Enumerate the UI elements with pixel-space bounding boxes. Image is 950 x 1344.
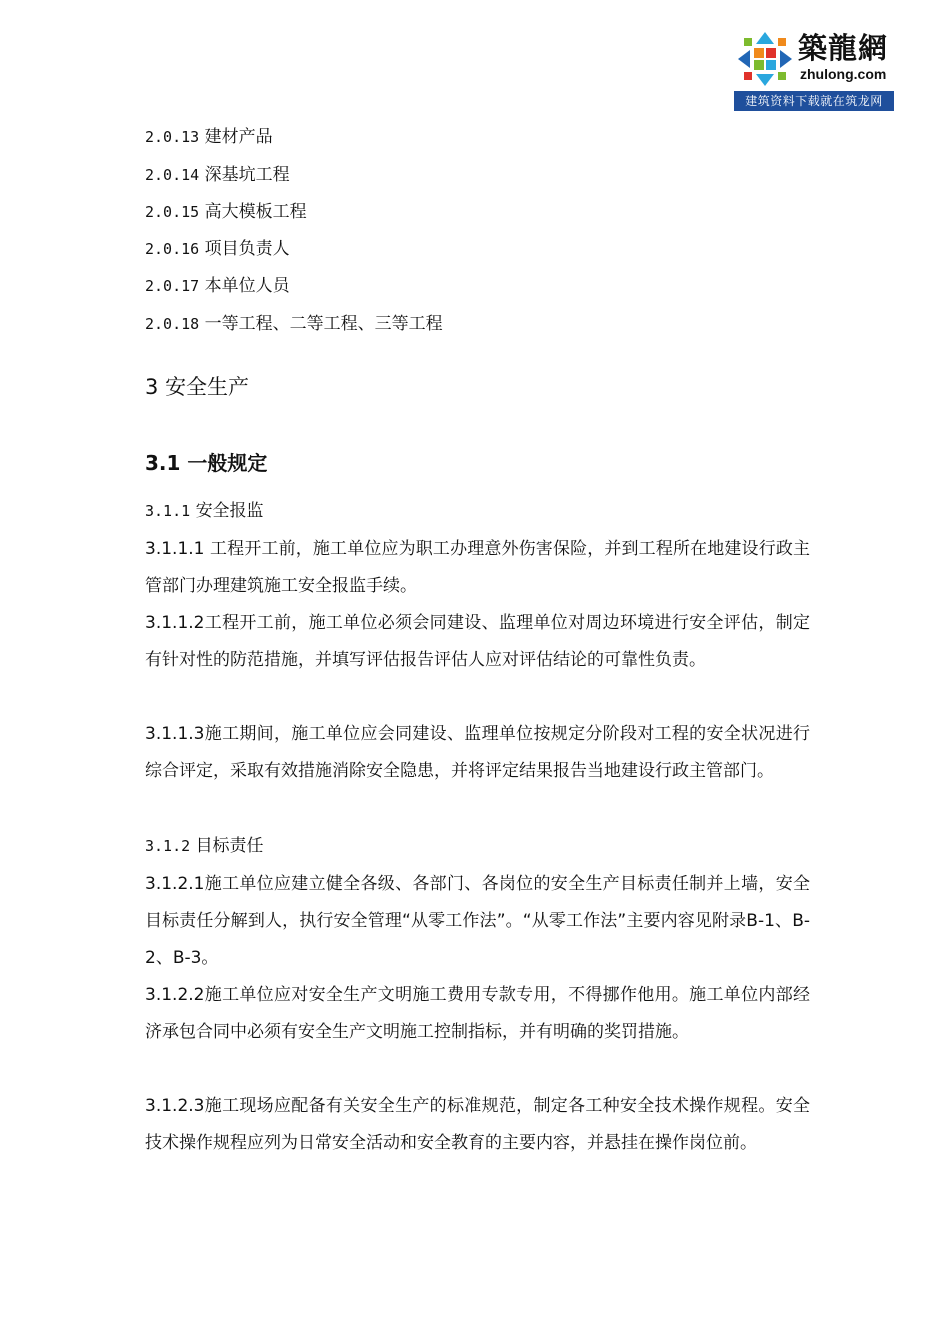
zhulong-logo bbox=[734, 28, 894, 110]
section-title: 一般规定 bbox=[187, 451, 268, 475]
logo-tagline: 建筑资料下载就在筑龙网 bbox=[734, 91, 894, 111]
zhulong-logo-mark-icon bbox=[736, 30, 794, 88]
subsection-number: 3.1.2 bbox=[145, 837, 191, 855]
toc-item bbox=[145, 126, 273, 148]
toc-item-title: 一等工程、二等工程、三等工程 bbox=[204, 314, 443, 334]
clause-3-1-2-1: 3.1.2.1施工单位应建立健全各级、各部门、各岗位的安全生产目标责任制并上墙，安全目标责任分解到人，执行安全管理“从零工作法”。“从零工作法”主要内容见附录B-1、B-2、B-3。 bbox=[145, 874, 810, 968]
subsection-heading bbox=[145, 500, 264, 522]
clause-3-1-1-1: 3.1.1.1 工程开工前，施工单位应为职工办理意外伤害保险，并到工程所在地建设行政主管部门办理建筑施工安全报监手续。 bbox=[145, 539, 810, 596]
toc-item-number: 2.0.14 bbox=[145, 166, 200, 184]
toc-item bbox=[145, 238, 290, 260]
subsection-heading bbox=[145, 835, 264, 857]
clause-3-1-1-3: 3.1.1.3施工期间，施工单位应会同建设、监理单位按规定分阶段对工程的安全状况进行综合评定，采取有效措施消除安全隐患，并将评定结果报告当地建设行政主管部门。 bbox=[145, 724, 810, 781]
section-number: 3.1 bbox=[145, 451, 181, 475]
clause-3-1-1-2: 3.1.1.2工程开工前，施工单位必须会同建设、监理单位对周边环境进行安全评估，制定有针对性的防范措施，并填写评估报告评估人应对评估结论的可靠性负责。 bbox=[145, 613, 810, 670]
toc-item-title: 项目负责人 bbox=[204, 239, 290, 259]
toc-item-number: 2.0.13 bbox=[145, 128, 200, 146]
subsection-number: 3.1.1 bbox=[145, 502, 191, 520]
toc-item-number: 2.0.15 bbox=[145, 203, 200, 221]
toc-item bbox=[145, 275, 290, 297]
logo-domain: zhulong.com bbox=[800, 66, 887, 82]
toc-item bbox=[145, 201, 307, 223]
chapter-heading bbox=[145, 374, 249, 400]
toc-item bbox=[145, 164, 290, 186]
logo-name: 築龍網 bbox=[798, 31, 889, 65]
chapter-number: 3 bbox=[145, 375, 159, 399]
subsection-title: 目标责任 bbox=[195, 836, 264, 856]
clause-3-1-2-3: 3.1.2.3施工现场应配备有关安全生产的标准规范，制定各工种安全技术操作规程。安全技术操作规程应列为日常安全活动和安全教育的主要内容，并悬挂在操作岗位前。 bbox=[145, 1096, 810, 1153]
toc-item-title: 建材产品 bbox=[204, 127, 273, 147]
toc-item-title: 高大模板工程 bbox=[204, 202, 307, 222]
logo-top bbox=[734, 28, 894, 90]
toc-item-number: 2.0.18 bbox=[145, 315, 200, 333]
toc-item bbox=[145, 313, 443, 335]
toc-item-title: 本单位人员 bbox=[204, 276, 290, 296]
section-heading bbox=[145, 450, 267, 476]
toc-item-number: 2.0.17 bbox=[145, 277, 200, 295]
toc-item-number: 2.0.16 bbox=[145, 240, 200, 258]
subsection-title: 安全报监 bbox=[195, 501, 264, 521]
toc-item-title: 深基坑工程 bbox=[204, 165, 290, 185]
chapter-title: 安全生产 bbox=[165, 375, 250, 399]
clause-3-1-2-2: 3.1.2.2施工单位应对安全生产文明施工费用专款专用，不得挪作他用。施工单位内部经济承包合同中必须有安全生产文明施工控制指标，并有明确的奖罚措施。 bbox=[145, 985, 810, 1042]
